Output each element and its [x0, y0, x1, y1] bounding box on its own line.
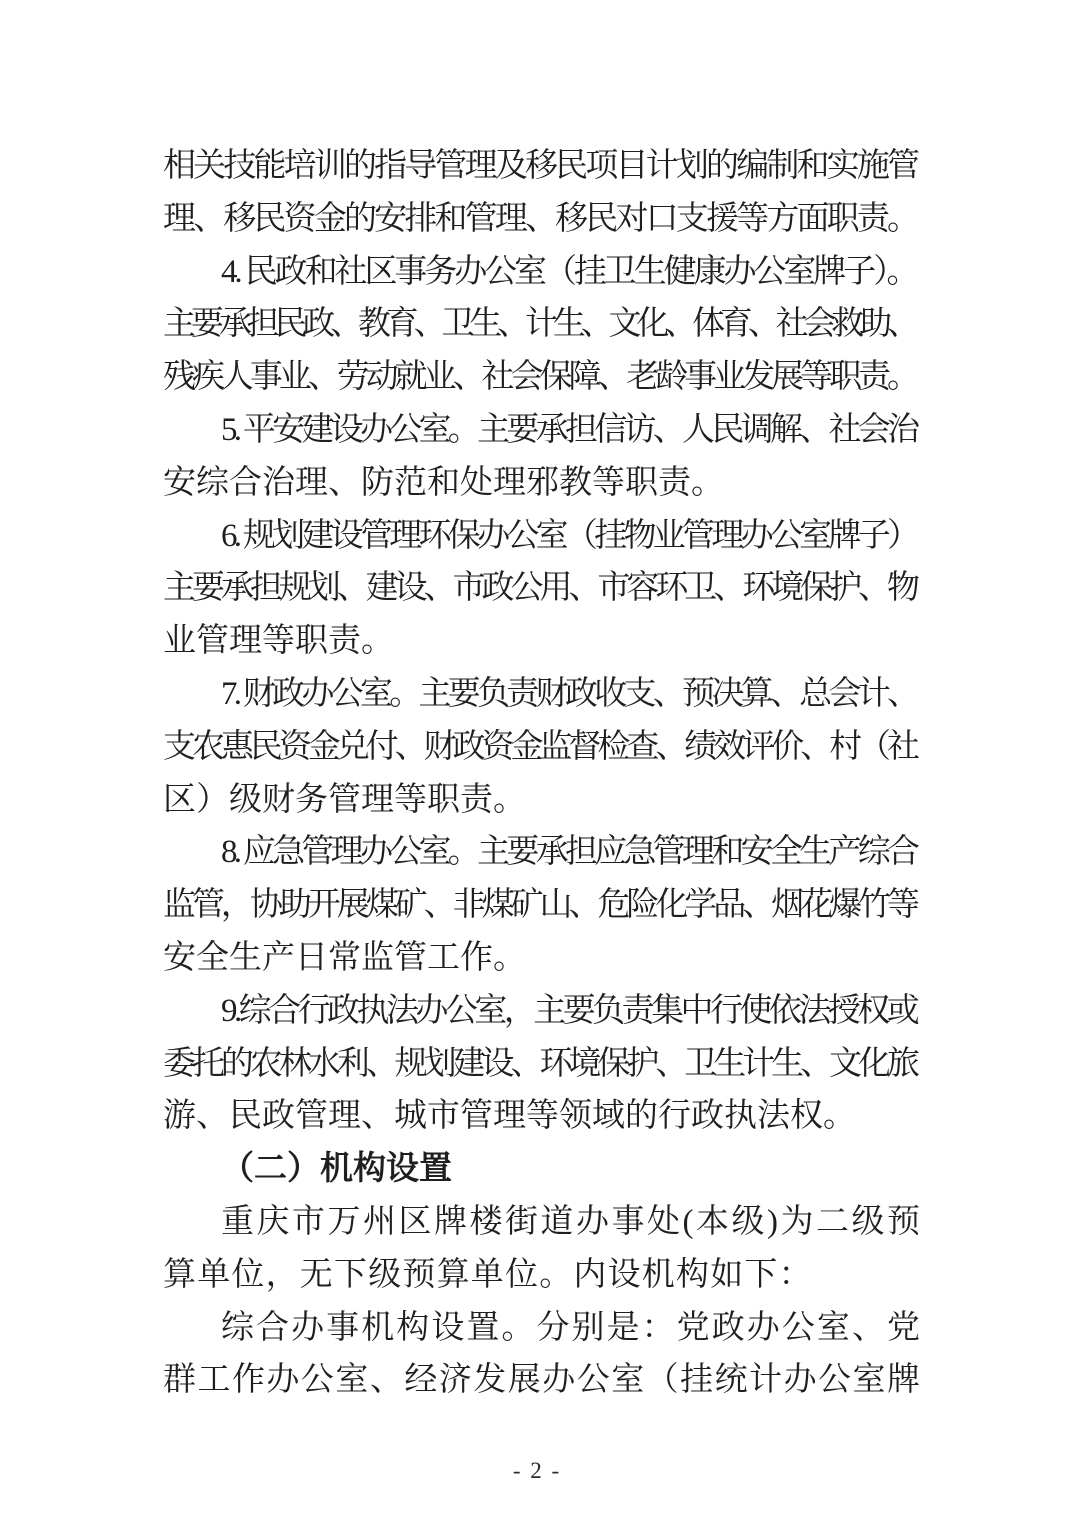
text-line: 监管，协助开展煤矿、非煤矿山、危险化学品、烟花爆竹等 — [163, 887, 916, 924]
text-line: 主要承担民政、教育、卫生、计生、文化、体育、社会救助、 — [163, 306, 915, 343]
text-line: 安综合治理、防范和处理邪教等职责。 — [163, 464, 724, 501]
text-line: 游、民政管理、城市管理等领域的行政执法权。 — [163, 1098, 856, 1135]
text-line: 7. 财政办公室。主要负责财政收支、预决算、总会计、 — [221, 675, 917, 712]
text-line: 算单位，无下级预算单位。内设机构如下： — [163, 1256, 813, 1293]
text-line: 8. 应急管理办公室。主要承担应急管理和安全生产综合 — [221, 834, 917, 871]
text-line: 业管理等职责。 — [163, 623, 394, 660]
text-line: 4. 民政和社区事务办公室（挂卫生健康办公室牌子）。 — [221, 253, 917, 290]
text-line: 5. 平安建设办公室。主要承担信访、人民调解、社会治 — [221, 411, 917, 448]
text-line: 委托的农林水利、规划建设、环境保护、卫生计生、文化旅 — [163, 1045, 916, 1082]
text-line: 重庆市万州区牌楼街道办事处(本级)为二级预 — [221, 1203, 923, 1240]
text-line: 残疾人事业、劳动就业、社会保障、老龄事业发展等职责。 — [163, 359, 916, 396]
text-line: 群工作办公室、经济发展办公室（挂统计办公室牌 — [163, 1362, 922, 1399]
text-line: 6. 规划建设管理环保办公室（挂物业管理办公室牌子） — [221, 517, 917, 554]
text-line: （二）机构设置 — [221, 1151, 452, 1188]
text-line: 相关技能培训的指导管理及移民项目计划的编制和实施管 — [163, 148, 918, 184]
text-line: 主要承担规划、建设、市政公用、市容环卫、环境保护、物 — [163, 570, 916, 607]
text-line: 理、移民资金的安排和管理、移民对口支援等方面职责。 — [163, 200, 918, 237]
text-line: 安全生产日常监管工作。 — [163, 939, 526, 976]
page-number: - 2 - — [512, 1458, 562, 1483]
text-line: 区）级财务管理等职责。 — [163, 781, 526, 818]
text-line: 综合办事机构设置。分别是：党政办公室、党 — [221, 1309, 923, 1346]
document-body — [163, 140, 923, 1407]
text-line: 支农惠民资金兑付、财政资金监督检查、绩效评价、村（社 — [163, 728, 916, 765]
text-line: 9.综合行政执法办公室，主要负责集中行使依法授权或 — [221, 992, 917, 1029]
